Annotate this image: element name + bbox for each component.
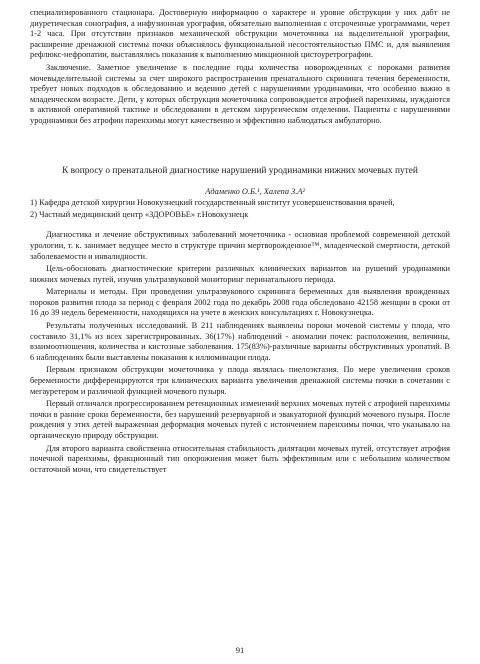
affiliation-1: 1) Кафедра детской хирургии Новокузнецкий государственный институт усовершенствования врачей, [30, 198, 395, 208]
intro-paragraph: специализированного стационара. Достоверную информацию о характере и уровне обструкции у них дабт не диуретическая сонография, а инфузионная урография, обязательно выполненная с отсроченные урограммами, черет 1-2 часа. При отсутствии признаков механической обструкции мочеточника на выделительной урографии, расширение дренажной системы почки объяснялось функциональной несостоятельностью ПМС и, для выявления рефлюкс-нефропатии, выставлялись показания к выполнению микционной цистоуретрографии. [30, 8, 450, 60]
article-body [30, 230, 450, 475]
body-paragraph: Первый отличался прогрессированием ретенционных изменений верхних мочевых путей с атрофией паренхимы почки в ранние сроки беременности, без нарушений резервуарной и эвакуаторной функций мочевого пузыря. После рождения у этих детей выраженная деформация мочевых путей с истончением паренхимы почки, что указывало на органическую природу обструкции. [30, 399, 450, 440]
body-paragraph: Результаты полученных исследований. В 211 наблюдениях выявлены пороки мочевой системы у плода, что составило 31,1% из всех зарегистрированных. 36(17%) наблюдений - аномалии почек: расположения, величины, взаимоотношения, количества и кистозные заболевания. 175(83%)-различные варианты обструктивных уропатий. В 6 наблюдениях были выставлены показания к иллюминации плода. [30, 321, 450, 362]
body-paragraph: Первым признаком обструкции мочеточника у плода являлась пиелоэктазия. По мере увеличения сроков беременности дифференцируются три клинических варианта увеличения дренажной системы почки в сочетании с мегауретером и различной функцией мочевого пузыря. [30, 365, 450, 396]
affiliations [30, 198, 450, 220]
body-paragraph: Цель-обосновать диагностические критерии различных клинических вариантов на рушений уродинамики нижних мочевых путей, изучив ультразвуковой мониторинг перинатального периода. [30, 264, 450, 284]
affiliation-2: 2) Частный медицинский центр «ЗДОРОВЬЕ» г.Новокузнецк [30, 209, 249, 219]
body-paragraph: Материалы и методы. При проведении ультразвукового скрининга беременных для выявления врожденных пороков развития плода за период с февраля 2002 года по декабрь 2008 года обследовано 42158 женщин в сроки от 16 до 39 недель беременности, находящихся на учете в женских консультациях г. Новокузнецка. [30, 287, 450, 318]
body-paragraph: Диагностика и лечение обструктивных заболеваний мочеточника - основная проблемой современной детской урологии, т. к. занимает ведущее место в структуре причин мертворожденное™, младенческой смертности, детской заболеваемости и инвалидности. [30, 230, 450, 261]
authors-line: Адаменко О.Б.¹, Халепа З.А² [205, 186, 305, 196]
conclusion-paragraph: Заключение. Заметное увеличение в последние годы количества новорожденных с пороками развития мочевыделительной системы за счет широкого распространения пренатального скрининга течения беременности, требует новых подходов к обследованию и ведению детей с нарушениями уродинамики, что особенно важно в младенческом возрасте. Дети, у которых обструкция мочеточника сопровождается атрофией паренхимы, нуждаются в активной оперативной тактике и обследовании в детском хирургическом отделении. Пациенты с нарушениями уродинамики без атрофии паренхимы могут качественно и эффективно наблюдаться амбулаторно. [30, 62, 450, 125]
body-paragraph: Для второго варианта свойственна относительная стабильность дилятации мочевых путей, отсутствует атрофия почечной паренхимы, фракционный тип опорожнения может быть эффективным или с небольшим количеством остаточной мочи, что свидетельствует [30, 443, 450, 474]
page-number: 91 [235, 645, 245, 656]
article-title: К вопросу о пренатальной диагностике нарушений уродинамики нижних мочевых путей [62, 165, 418, 176]
section-break [30, 127, 450, 165]
